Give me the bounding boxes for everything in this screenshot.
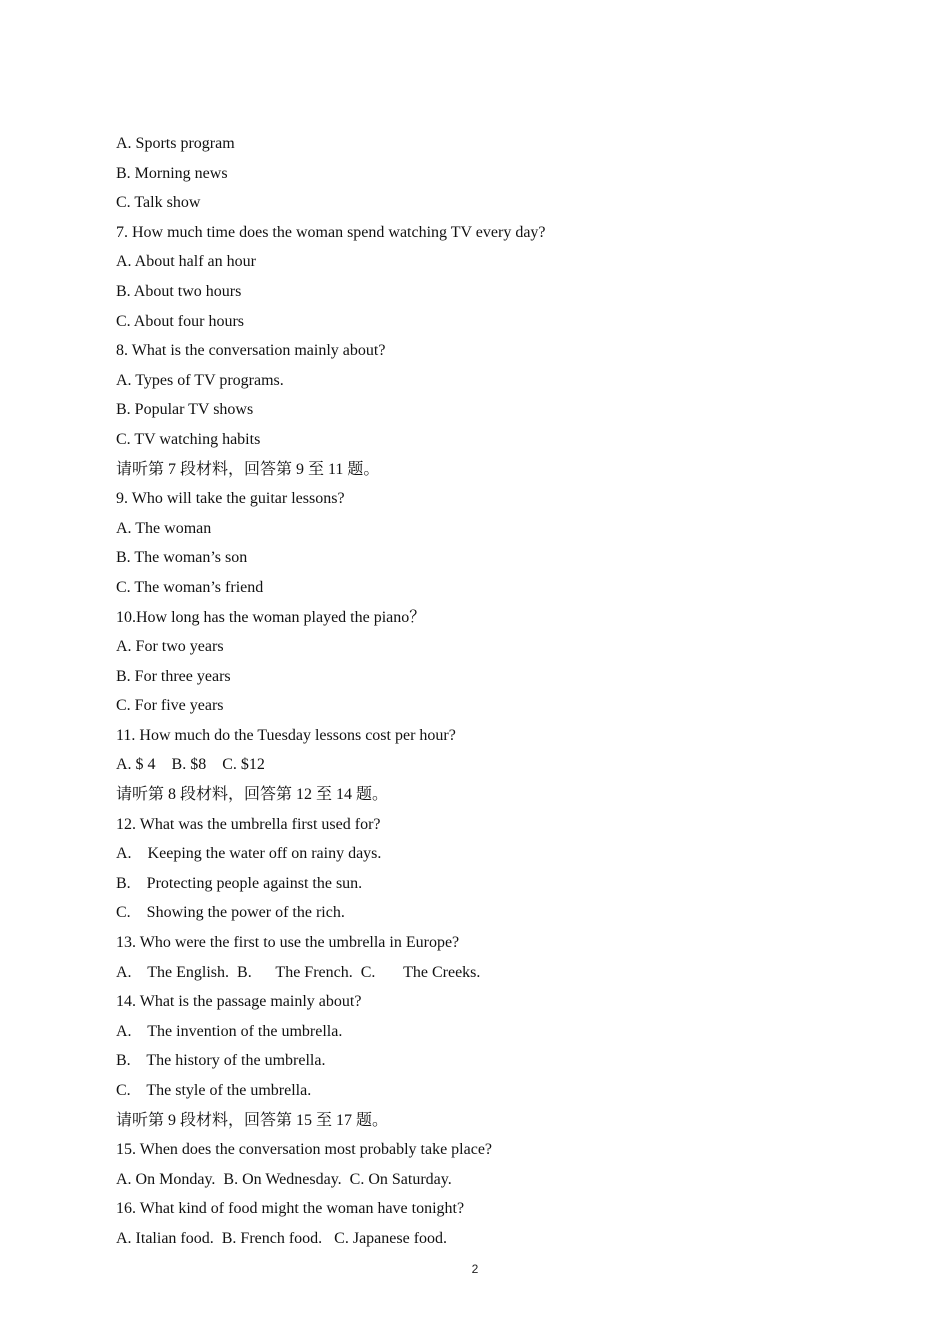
question-line: 13. Who were the first to use the umbrella in Europe? bbox=[116, 934, 460, 952]
text-line: A. Types of TV programs. bbox=[116, 371, 284, 389]
section-instruction: 请听第 7 段材料，回答第 9 至 11 题。 bbox=[116, 460, 380, 478]
text-line: C. Talk show bbox=[116, 194, 201, 212]
text-line: A. The invention of the umbrella. bbox=[116, 1022, 343, 1040]
question-line: 12. What was the umbrella first used for? bbox=[116, 815, 381, 833]
question-text-block bbox=[116, 129, 876, 1254]
question-line: 9. Who will take the guitar lessons? bbox=[116, 490, 345, 508]
page-number: 2 bbox=[471, 1262, 479, 1276]
text-line: A. $ 4 B. $8 C. $12 bbox=[116, 756, 265, 774]
text-line: A. Sports program bbox=[116, 135, 235, 152]
text-line: C. TV watching habits bbox=[116, 430, 261, 448]
question-line: 16. What kind of food might the woman have tonight? bbox=[116, 1200, 465, 1218]
text-line: B. Popular TV shows bbox=[116, 401, 254, 419]
text-line: C. The style of the umbrella. bbox=[116, 1082, 312, 1099]
text-line: B. For three years bbox=[116, 667, 231, 685]
text-line: B. The woman’s son bbox=[116, 549, 248, 567]
text-line: B. About two hours bbox=[116, 282, 242, 300]
question-line: 15. When does the conversation most probably take place? bbox=[116, 1141, 493, 1159]
text-line: B. Protecting people against the sun. bbox=[116, 874, 363, 892]
text-line: B. The history of the umbrella. bbox=[116, 1052, 326, 1070]
text-line: A. Keeping the water off on rainy days. bbox=[116, 845, 382, 863]
text-line: A. On Monday. B. On Wednesday. C. On Saturday. bbox=[116, 1170, 452, 1188]
text-line: C. Showing the power of the rich. bbox=[116, 904, 345, 922]
text-line: C. About four hours bbox=[116, 312, 244, 330]
question-line: 11. How much do the Tuesday lessons cost per hour? bbox=[116, 726, 456, 744]
question-line: 14. What is the passage mainly about? bbox=[116, 993, 362, 1011]
text-line: B. Morning news bbox=[116, 164, 228, 182]
text-line: A. For two years bbox=[116, 638, 224, 656]
section-instruction: 请听第 8 段材料，回答第 12 至 14 题。 bbox=[116, 786, 389, 804]
question-line: 7. How much time does the woman spend watching TV every day? bbox=[116, 223, 546, 241]
question-line: 10.How long has the woman played the piano？ bbox=[116, 608, 426, 626]
text-line: A. Italian food. B. French food. C. Japanese food. bbox=[116, 1229, 448, 1247]
text-line: A. About half an hour bbox=[116, 253, 256, 271]
text-line: A. The woman bbox=[116, 519, 212, 537]
question-line: 8. What is the conversation mainly about? bbox=[116, 342, 386, 360]
text-line: C. For five years bbox=[116, 697, 224, 715]
section-instruction: 请听第 9 段材料，回答第 15 至 17 题。 bbox=[116, 1111, 389, 1129]
text-line: A. The English. B. The French. C. The Creeks. bbox=[116, 963, 481, 981]
text-line: C. The woman’s friend bbox=[116, 578, 264, 596]
